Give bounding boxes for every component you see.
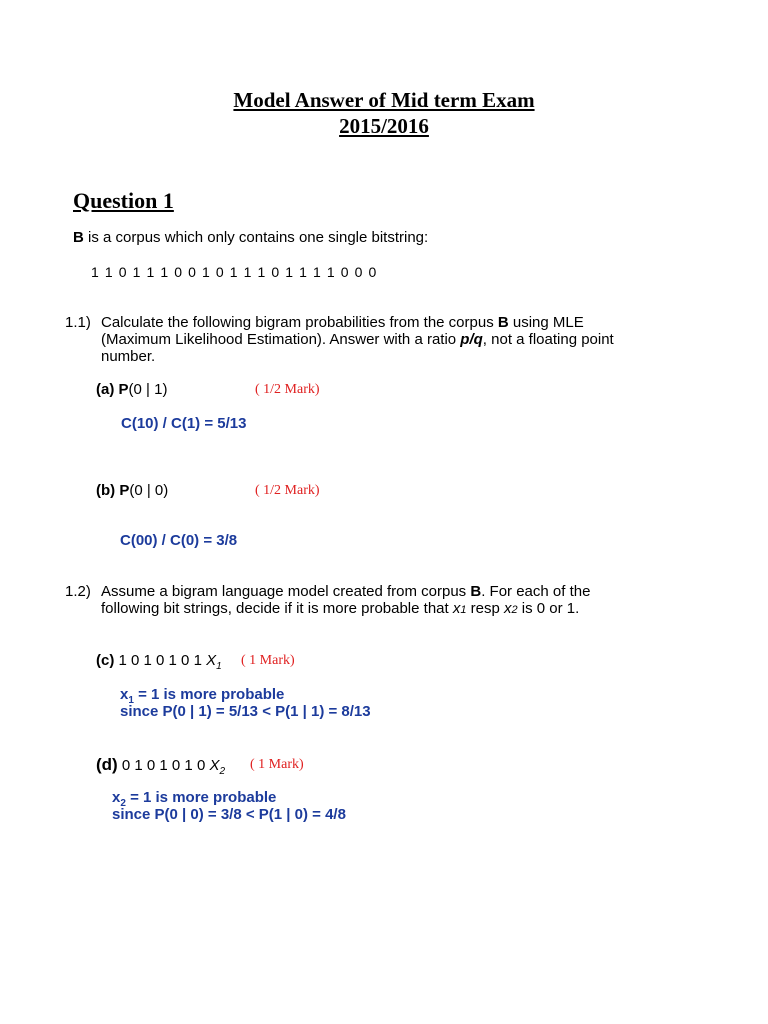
- part-1-2-line1-a: Assume a bigram language model created from corpus: [101, 583, 471, 600]
- part-1-1-line3: number.: [101, 348, 156, 365]
- item-c-question: [96, 652, 222, 672]
- item-d-answer-text: = 1 is more probable: [125, 789, 277, 806]
- item-c-mark: ( 1 Mark): [241, 653, 295, 668]
- item-d-mark: ( 1 Mark): [250, 757, 304, 772]
- item-b-mark: ( 1/2 Mark): [255, 483, 320, 498]
- part-1-1-line2-c: , not a floating point: [482, 331, 614, 348]
- part-1-1-corpus: B: [497, 314, 509, 331]
- item-d-answer-x: x: [112, 789, 121, 806]
- part-1-1-line1-c: using MLE: [508, 314, 584, 331]
- item-c-label: (c): [96, 652, 115, 669]
- item-d-label: (d): [96, 755, 118, 774]
- part-1-2-x1-sub: 1: [460, 604, 467, 616]
- part-1-1-ratio: p/q: [460, 331, 483, 348]
- item-c-answer-sub: 1: [128, 695, 134, 706]
- item-a-p: P: [118, 381, 129, 398]
- item-c-answer-line2: since P(0 | 1) = 5/13 < P(1 | 1) = 8/13: [120, 703, 371, 720]
- item-c-var: X: [206, 652, 217, 669]
- item-b-answer: C(00) / C(0) = 3/8: [120, 532, 238, 549]
- item-d-var-sub: 2: [219, 766, 226, 777]
- item-a-answer: C(10) / C(1) = 5/13: [121, 415, 247, 432]
- part-1-2-line1: [101, 583, 590, 600]
- part-1-2-line2-a: following bit strings, decide if it is more probable that: [101, 600, 453, 617]
- item-a-label: (a): [96, 381, 115, 398]
- item-d-answer-sub: 2: [120, 798, 126, 809]
- item-d-answer-line2: since P(0 | 0) = 3/8 < P(1 | 0) = 4/8: [112, 806, 346, 823]
- item-d-var: X: [209, 757, 220, 774]
- part-1-2-line2-end: is 0 or 1.: [517, 600, 580, 617]
- item-b-question: [96, 482, 168, 499]
- part-1-2-x2: x: [503, 600, 512, 617]
- item-a-mark: ( 1/2 Mark): [255, 382, 320, 397]
- part-1-1-line1: [101, 314, 584, 331]
- part-1-2-corpus: B: [470, 583, 482, 600]
- part-1-1-line1-a: Calculate the following bigram probabilities from the corpus: [101, 314, 498, 331]
- item-c-answer-x: x: [120, 686, 129, 703]
- page-title-line2: 2015/2016: [339, 114, 429, 138]
- part-1-2-x1: x: [452, 600, 461, 617]
- part-1-2-x2-sub: 2: [511, 604, 518, 616]
- part-1-2-line2-mid: resp: [466, 600, 504, 617]
- item-a-question: [96, 381, 167, 398]
- part-1-2-number: 1.2): [65, 583, 91, 600]
- part-1-1-line2: [101, 331, 614, 348]
- item-c-answer-text: = 1 is more probable: [133, 686, 285, 703]
- part-1-2-line1-c: . For each of the: [481, 583, 591, 600]
- page-title-line1: Model Answer of Mid term Exam: [233, 88, 535, 112]
- item-c-var-sub: 1: [216, 661, 222, 672]
- part-1-1-line2-a: (Maximum Likelihood Estimation). Answer with a ratio: [101, 331, 461, 348]
- item-c-bits: 1 0 1 0 1 0 1: [114, 652, 207, 669]
- question-heading: Question 1: [73, 188, 174, 213]
- corpus-intro-text: is a corpus which only contains one single bitstring:: [83, 229, 429, 246]
- item-b-p: P: [119, 482, 130, 499]
- item-d-question: [96, 755, 225, 777]
- corpus-name: B: [73, 229, 84, 246]
- item-b-args: (0 | 0): [129, 482, 169, 499]
- item-b-label: (b): [96, 482, 116, 499]
- item-a-args: (0 | 1): [128, 381, 168, 398]
- part-1-1-number: 1.1): [65, 314, 91, 331]
- corpus-intro: [73, 229, 428, 246]
- part-1-2-line2: [101, 600, 579, 617]
- corpus-bitstring: 1 1 0 1 1 1 0 0 1 0 1 1 1 0 1 1 1 1 0 0 0: [91, 264, 377, 280]
- item-d-bits: 0 1 0 1 0 1 0: [117, 757, 210, 774]
